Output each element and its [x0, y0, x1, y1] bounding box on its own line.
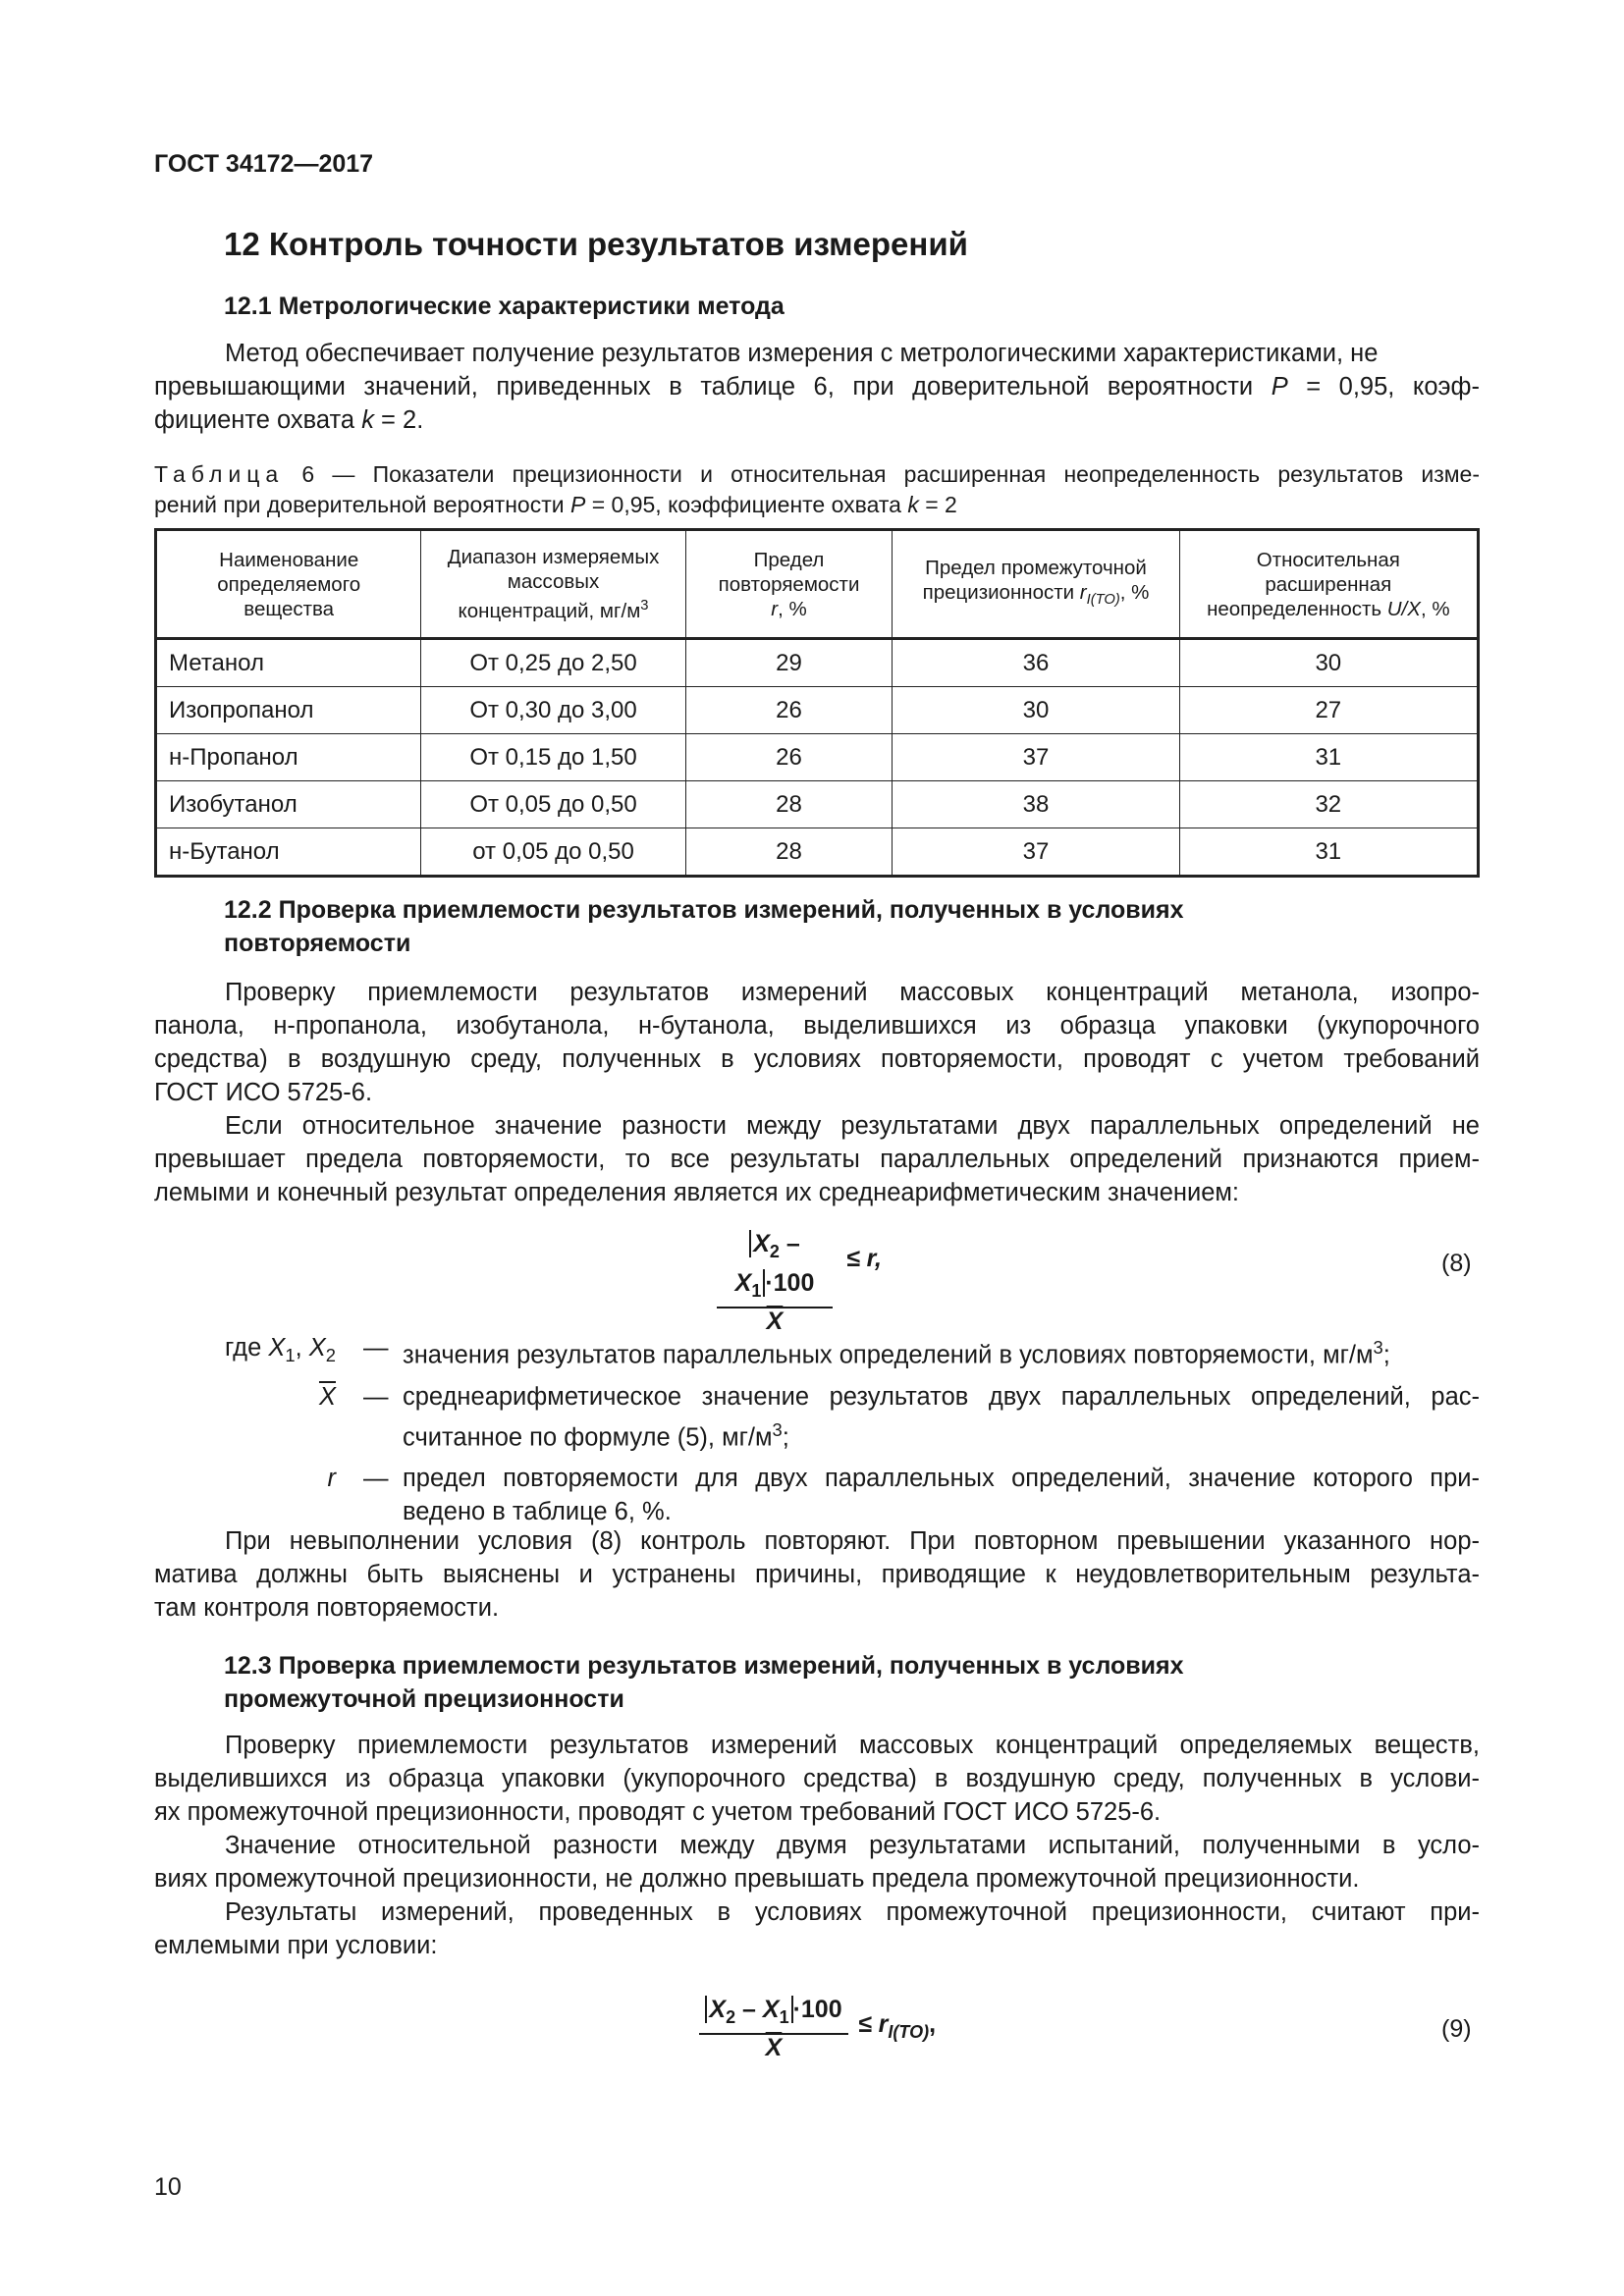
- text-span: ;: [1382, 1341, 1390, 1369]
- var-xbar: $\overline{X}$: [318, 1382, 336, 1411]
- header-text: , %: [1119, 580, 1150, 604]
- header-text: неопределенность: [1207, 597, 1382, 620]
- section-title: 12 Контроль точности результатов измерений: [224, 226, 968, 262]
- header-line: Предел: [753, 548, 825, 571]
- header-line: Относительная: [1256, 548, 1400, 571]
- cell-ri: 30: [893, 687, 1179, 734]
- table-row: [156, 828, 1479, 877]
- text-span: фициенте охвата: [154, 406, 355, 434]
- title-line: повторяемости: [224, 930, 411, 957]
- cell-name: н-Пропанол: [156, 734, 421, 781]
- numerator: [699, 1994, 848, 2035]
- header-line: [1188, 597, 1469, 621]
- caption-text: 6 — Показатели прецизионности и относительная расширенная неопределенность результатов изме-: [301, 461, 1481, 487]
- equation-number: (9): [1441, 2015, 1472, 2043]
- text-line: Проверку приемлемости результатов измерений массовых концентраций метанола, изопро-: [225, 979, 1480, 1006]
- caption-text: = 0,95, коэффициенте охвата: [591, 492, 901, 517]
- caption-line: [154, 459, 1480, 490]
- text-span: считанное по формуле (5), мг/м: [403, 1423, 773, 1451]
- subsection-12-2-title: [224, 893, 1184, 960]
- subscript: 2: [769, 1242, 780, 1261]
- text-line: там контроля повторяемости.: [154, 1594, 500, 1622]
- var-x: X: [268, 1334, 286, 1362]
- cell-u: 27: [1179, 687, 1478, 734]
- subsection-12-3-title: [224, 1649, 1184, 1716]
- text-line: [154, 403, 1480, 437]
- var-x: X: [709, 1996, 727, 2023]
- relation-text: ≤ r,: [846, 1245, 882, 1272]
- text-line: виях промежуточной прецизионности, не должно превышать предела промежуточной прецизионности.: [154, 1865, 1360, 1893]
- paragraph-12-2-3: [154, 1524, 1480, 1625]
- variable-definitions: [154, 1331, 1480, 1536]
- var-x: X: [308, 1334, 326, 1362]
- var-x: X: [762, 1996, 780, 2023]
- table-6: [154, 528, 1480, 878]
- caption-line: [154, 490, 1480, 520]
- separator: ,: [295, 1334, 302, 1362]
- operator: –: [779, 1230, 800, 1257]
- paragraph-12-2-1: [154, 976, 1480, 1109]
- text-span: = 0,95, коэф-: [1306, 373, 1481, 400]
- text-line: Проверку приемлемости результатов измерений массовых концентраций определяемых веществ,: [225, 1732, 1480, 1759]
- subscript: 1: [285, 1345, 296, 1366]
- subscript: 1: [779, 2007, 789, 2027]
- caption-label: Таблица: [154, 461, 285, 487]
- title-line: 12.3 Проверка приемлемости результатов измерений, полученных в условиях: [224, 1652, 1184, 1680]
- header-line: [429, 594, 677, 623]
- page-number: 10: [154, 2173, 182, 2201]
- header-line: [694, 597, 885, 621]
- caption-text: рений при доверительной вероятности: [154, 492, 565, 517]
- header-line: определяемого: [217, 572, 361, 596]
- text-span: превышающими значений, приведенных в таблице 6, при доверительной вероятности: [154, 373, 1254, 400]
- header-line: Предел промежуточной: [925, 556, 1147, 579]
- var-r: r: [327, 1465, 336, 1492]
- definition-row: [154, 1331, 1480, 1372]
- text-span: = 2.: [381, 406, 424, 434]
- table-header-row: [156, 530, 1479, 639]
- var-xbar: X: [765, 2034, 783, 2061]
- subsection-12-1-title: 12.1 Метрологические характеристики метода: [224, 293, 785, 320]
- definition-row: [154, 1380, 1480, 1455]
- multiplier: ·100: [765, 1269, 815, 1297]
- text-line: лемыми и конечный результат определения является их среднеарифметическим значением:: [154, 1179, 1240, 1206]
- definition-dash: —: [363, 1382, 389, 1411]
- col-header-intermediate-precision: [893, 530, 1179, 639]
- definition-term: [154, 1380, 336, 1414]
- text-line: превышает предела повторяемости, то все результаты параллельных определений признаются прием-: [154, 1146, 1480, 1173]
- table-row: [156, 734, 1479, 781]
- text-line: ведено в таблице 6, %.: [403, 1498, 672, 1525]
- text-line: предел повторяемости для двух параллельных определений, значение которого при-: [403, 1465, 1480, 1492]
- superscript: 3: [772, 1418, 783, 1440]
- cell-range: От 0,05 до 0,50: [421, 781, 685, 828]
- text-line: емлемыми при условии:: [154, 1932, 438, 1959]
- cell-name: н-Бутанол: [156, 828, 421, 877]
- cell-r: 26: [685, 687, 893, 734]
- fraction: [717, 1228, 833, 1334]
- text-line: ях промежуточной прецизионности, проводят с учетом требований ГОСТ ИСО 5725-6.: [154, 1798, 1162, 1826]
- definition-text: [367, 1462, 1480, 1528]
- equation-number: (8): [1441, 1250, 1472, 1277]
- cell-u: 32: [1179, 781, 1478, 828]
- text-line: выделившихся из образца упаковки (укупорочного средства) в воздушную среду, полученных в услови-: [154, 1765, 1480, 1792]
- multiplier: ·100: [792, 1996, 842, 2023]
- title-line: 12.2 Проверка приемлемости результатов измерений, полученных в условиях: [224, 896, 1184, 924]
- definition-dash: —: [363, 1465, 389, 1492]
- header-text: прецизионности: [922, 580, 1075, 604]
- paragraph-12-1: [154, 337, 1480, 437]
- definition-term: [154, 1331, 336, 1372]
- paragraph-12-3-1: [154, 1729, 1480, 1829]
- paragraph-12-3-3: [154, 1896, 1480, 1962]
- cell-ri: 37: [893, 828, 1179, 877]
- symbol-k: k: [361, 406, 374, 434]
- subscript: I(TO): [888, 2022, 930, 2042]
- text-line: Если относительное значение разности между результатами двух параллельных определений не: [225, 1112, 1480, 1140]
- definition-term: [154, 1462, 336, 1495]
- table-6-caption: [154, 459, 1480, 520]
- text-line: [154, 370, 1480, 403]
- text-line: Метод обеспечивает получение результатов измерения с метрологическими характеристиками, не: [225, 340, 1379, 367]
- caption-text: = 2: [925, 492, 957, 517]
- table-row: [156, 687, 1479, 734]
- relation-text: ,: [929, 2010, 937, 2038]
- col-header-repeatability: [685, 530, 893, 639]
- cell-ri: 37: [893, 734, 1179, 781]
- cell-u: 30: [1179, 639, 1478, 687]
- text-line: матива должны быть выяснены и устранены причины, приводящие к неудовлетворительным результа-: [154, 1561, 1480, 1588]
- cell-ri: 36: [893, 639, 1179, 687]
- superscript: 3: [640, 598, 649, 614]
- header-line: повторяемости: [718, 572, 860, 596]
- text-line: При невыполнении условия (8) контроль повторяют. При повторном превышении указанного нор-: [225, 1527, 1480, 1555]
- text-span: значения результатов параллельных определений в условиях повторяемости, мг/м: [403, 1341, 1374, 1369]
- cell-range: от 0,05 до 0,50: [421, 828, 685, 877]
- text-line: среднеарифметическое значение результатов двух параллельных определений, рас-: [403, 1382, 1480, 1411]
- cell-name: Метанол: [156, 639, 421, 687]
- header-line: массовых: [507, 570, 600, 594]
- var-x: X: [734, 1269, 752, 1297]
- symbol-k: k: [907, 492, 919, 517]
- cell-ri: 38: [893, 781, 1179, 828]
- cell-name: Изопропанол: [156, 687, 421, 734]
- text-line: Результаты измерений, проведенных в условиях промежуточной прецизионности, считают при-: [225, 1898, 1480, 1926]
- header-line: Диапазон измеряемых: [447, 546, 660, 569]
- operator: –: [735, 1996, 763, 2023]
- definition-dash: —: [363, 1334, 389, 1362]
- col-header-range: [421, 530, 685, 639]
- paragraph-12-2-2: [154, 1109, 1480, 1209]
- col-header-substance: [156, 530, 421, 639]
- symbol-ux: U/X: [1386, 597, 1421, 620]
- symbol-p: P: [569, 492, 586, 517]
- denominator: [699, 2035, 848, 2060]
- var-x: X: [753, 1230, 770, 1257]
- symbol-r: r: [771, 597, 779, 620]
- cell-r: 26: [685, 734, 893, 781]
- col-header-uncertainty: [1179, 530, 1478, 639]
- definition-text: [367, 1380, 1480, 1455]
- text-span: ;: [782, 1423, 789, 1451]
- superscript: 3: [1373, 1337, 1383, 1358]
- subscript: 2: [726, 2007, 736, 2027]
- symbol-p: P: [1271, 373, 1288, 400]
- table-row: [156, 639, 1479, 687]
- header-line: вещества: [244, 597, 335, 620]
- cell-r: 28: [685, 828, 893, 877]
- header-line: расширенная: [1265, 572, 1392, 596]
- text-line: [403, 1414, 1480, 1455]
- text-line: Значение относительной разности между двумя результатами испытаний, полученными в усло-: [225, 1832, 1480, 1859]
- header-line: [900, 580, 1170, 613]
- cell-r: 29: [685, 639, 893, 687]
- header-text: , %: [1420, 597, 1450, 620]
- header-text: , %: [778, 597, 807, 620]
- definition-text: [367, 1331, 1480, 1372]
- cell-range: От 0,25 до 2,50: [421, 639, 685, 687]
- relation: [858, 2010, 936, 2043]
- symbol-r: r: [1079, 580, 1087, 604]
- subscript: I(TO): [1086, 592, 1120, 609]
- cell-range: От 0,15 до 1,50: [421, 734, 685, 781]
- fraction: [699, 1994, 848, 2060]
- subscript: 2: [325, 1345, 336, 1366]
- header-text: концентраций, мг/м: [458, 599, 641, 622]
- definition-row: [154, 1462, 1480, 1528]
- relation: [846, 1245, 882, 1273]
- numerator: [717, 1228, 833, 1308]
- cell-u: 31: [1179, 734, 1478, 781]
- text-line: ГОСТ ИСО 5725-6.: [154, 1079, 373, 1106]
- title-line: промежуточной прецизионности: [224, 1685, 624, 1713]
- header-line: Наименование: [219, 548, 359, 571]
- text-line: средства) в воздушную среду, полученных в условиях повторяемости, проводят с учетом требований: [154, 1045, 1480, 1073]
- document-header: ГОСТ 34172—2017: [154, 150, 374, 178]
- cell-r: 28: [685, 781, 893, 828]
- cell-u: 31: [1179, 828, 1478, 877]
- paragraph-12-3-2: [154, 1829, 1480, 1896]
- text-line: панола, н-пропанола, изобутанола, н-бутанола, выделившихся из образца упаковки (укупорочного: [154, 1012, 1480, 1040]
- table-row: [156, 781, 1479, 828]
- subscript: 1: [751, 1281, 762, 1301]
- cell-name: Изобутанол: [156, 781, 421, 828]
- var-xbar: X: [766, 1308, 784, 1335]
- relation-text: ≤ r: [858, 2010, 889, 2038]
- where-label: где: [225, 1334, 262, 1362]
- cell-range: От 0,30 до 3,00: [421, 687, 685, 734]
